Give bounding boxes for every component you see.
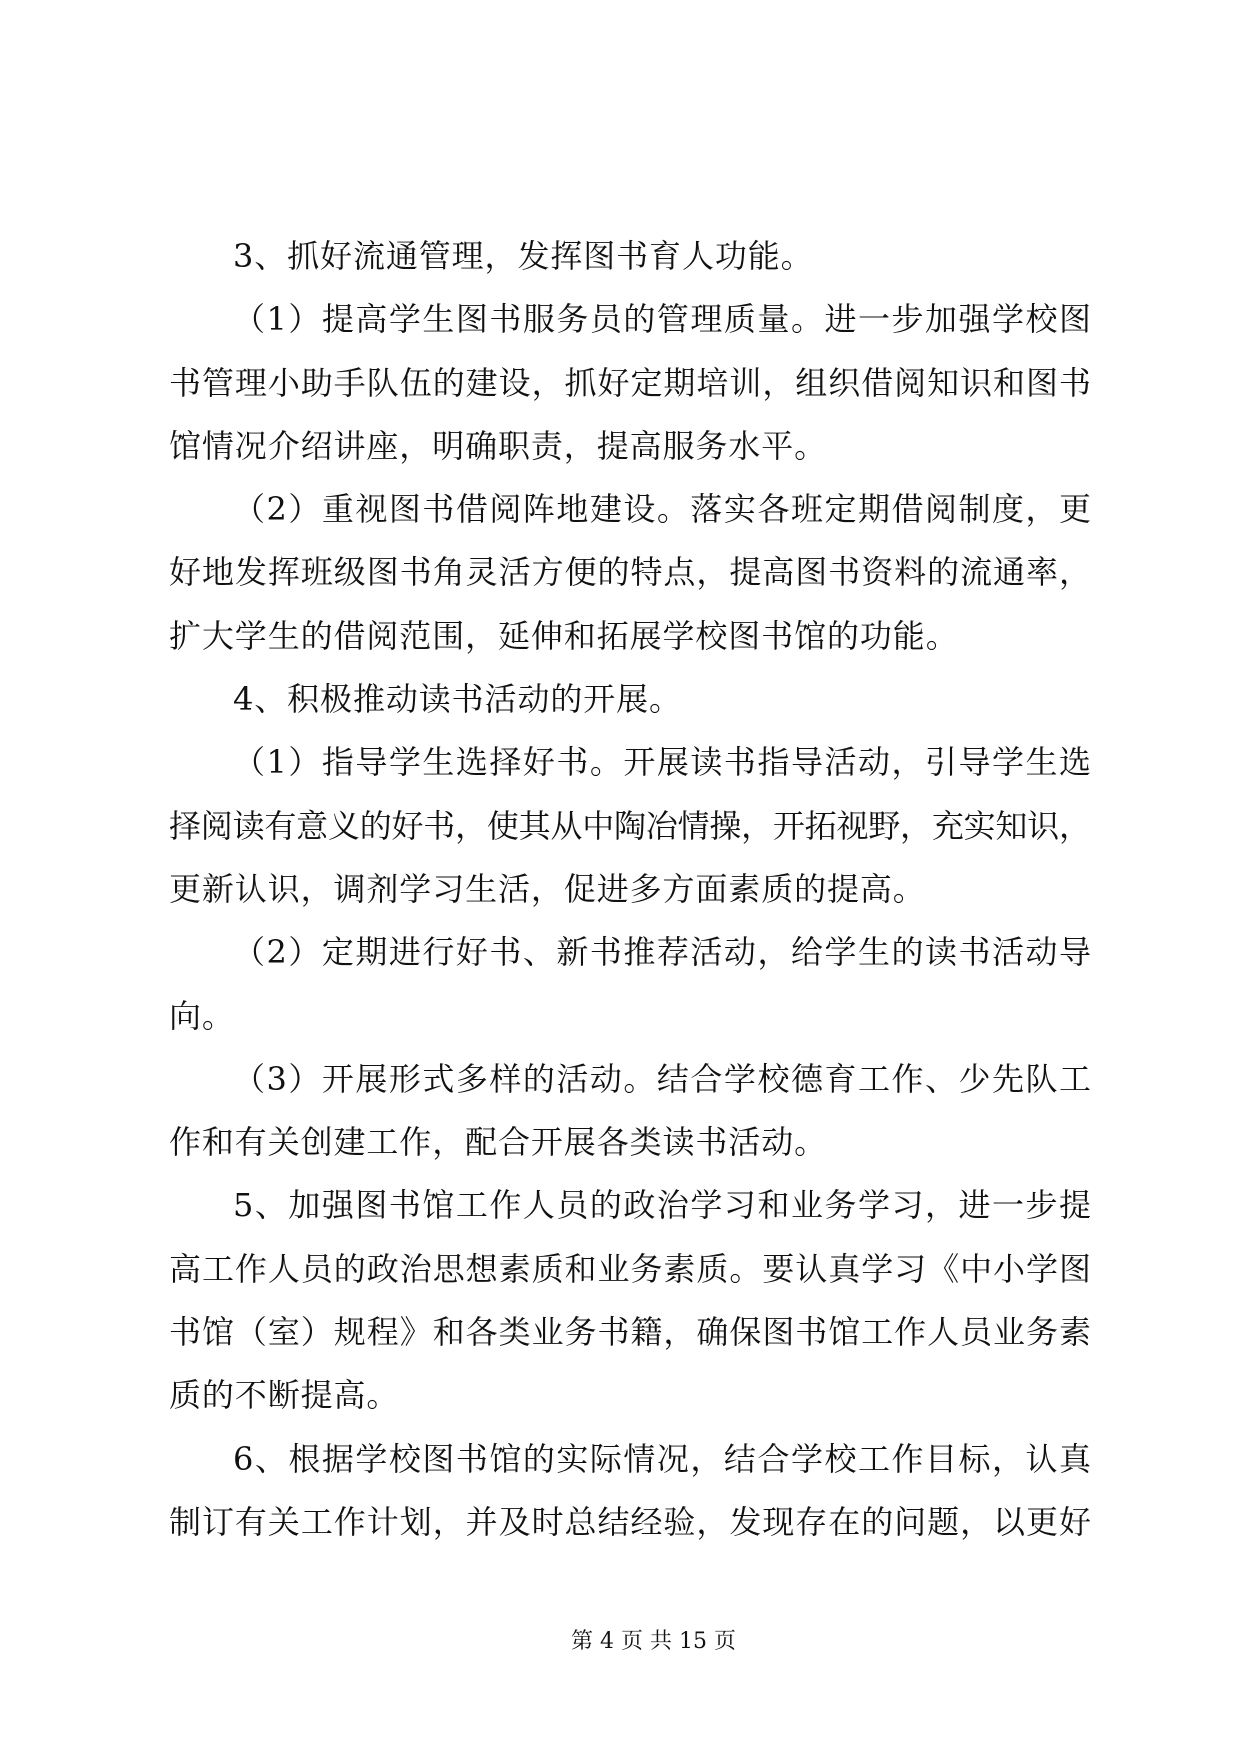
text-line: （2）定期进行好书、新书推荐活动，给学生的读书活动导 — [233, 933, 1090, 972]
text-line: （3）开展形式多样的活动。结合学校德育工作、少先队工 — [233, 1059, 1090, 1098]
text-line: （1）指导学生选择好书。开展读书指导活动，引导学生选 — [233, 743, 1090, 782]
text-line: 制订有关工作计划，并及时总结经验，发现存在的问题，以更好 — [169, 1502, 1090, 1541]
text-line: 3、抓好流通管理，发挥图书育人功能。 — [233, 237, 814, 275]
text-line: 书管理小助手队伍的建设，抓好定期培训，组织借阅知识和图书 — [169, 363, 1090, 402]
paragraph-item-3 — [169, 225, 1090, 288]
text-line: 向。 — [169, 996, 235, 1035]
text-line: 作和有关创建工作，配合开展各类读书活动。 — [169, 1123, 828, 1162]
text-line: 6、根据学校图书馆的实际情况，结合学校工作目标，认真 — [233, 1439, 1090, 1478]
text-line: （1）提高学生图书服务员的管理质量。进一步加强学校图 — [233, 300, 1090, 339]
text-line: 扩大学生的借阅范围，延伸和拓展学校图书馆的功能。 — [169, 616, 959, 655]
page-number-footer: 第 4 页 共 15 页 — [571, 1629, 736, 1654]
text-line: 高工作人员的政治思想素质和业务素质。要认真学习《中小学图 — [169, 1249, 1090, 1288]
paragraph-item-4 — [169, 668, 1090, 731]
text-line: 4、积极推动读书活动的开展。 — [233, 680, 682, 719]
paragraph-subitem — [169, 478, 1090, 668]
paragraph-subitem — [169, 731, 1090, 921]
text-line: 择阅读有意义的好书，使其从中陶冶情操，开拓视野，充实知识， — [169, 806, 1090, 845]
text-line: （2）重视图书借阅阵地建设。落实各班定期借阅制度，更 — [233, 490, 1090, 529]
paragraph-subitem — [169, 288, 1090, 478]
body-text — [169, 225, 1090, 1554]
paragraph-item-6 — [169, 1428, 1090, 1555]
text-line: 5、加强图书馆工作人员的政治学习和业务学习，进一步提 — [233, 1186, 1090, 1225]
paragraph-subitem — [169, 921, 1090, 1048]
text-line: 书馆（室）规程》和各类业务书籍，确保图书馆工作人员业务素 — [169, 1313, 1090, 1352]
text-line: 更新认识，调剂学习生活，促进多方面素质的提高。 — [169, 869, 926, 908]
text-line: 质的不断提高。 — [169, 1376, 400, 1415]
text-line: 馆情况介绍讲座，明确职责，提高服务水平。 — [169, 426, 828, 465]
paragraph-item-5 — [169, 1174, 1090, 1427]
text-line: 好地发挥班级图书角灵活方便的特点，提高图书资料的流通率， — [169, 553, 1090, 592]
paragraph-subitem — [169, 1048, 1090, 1175]
